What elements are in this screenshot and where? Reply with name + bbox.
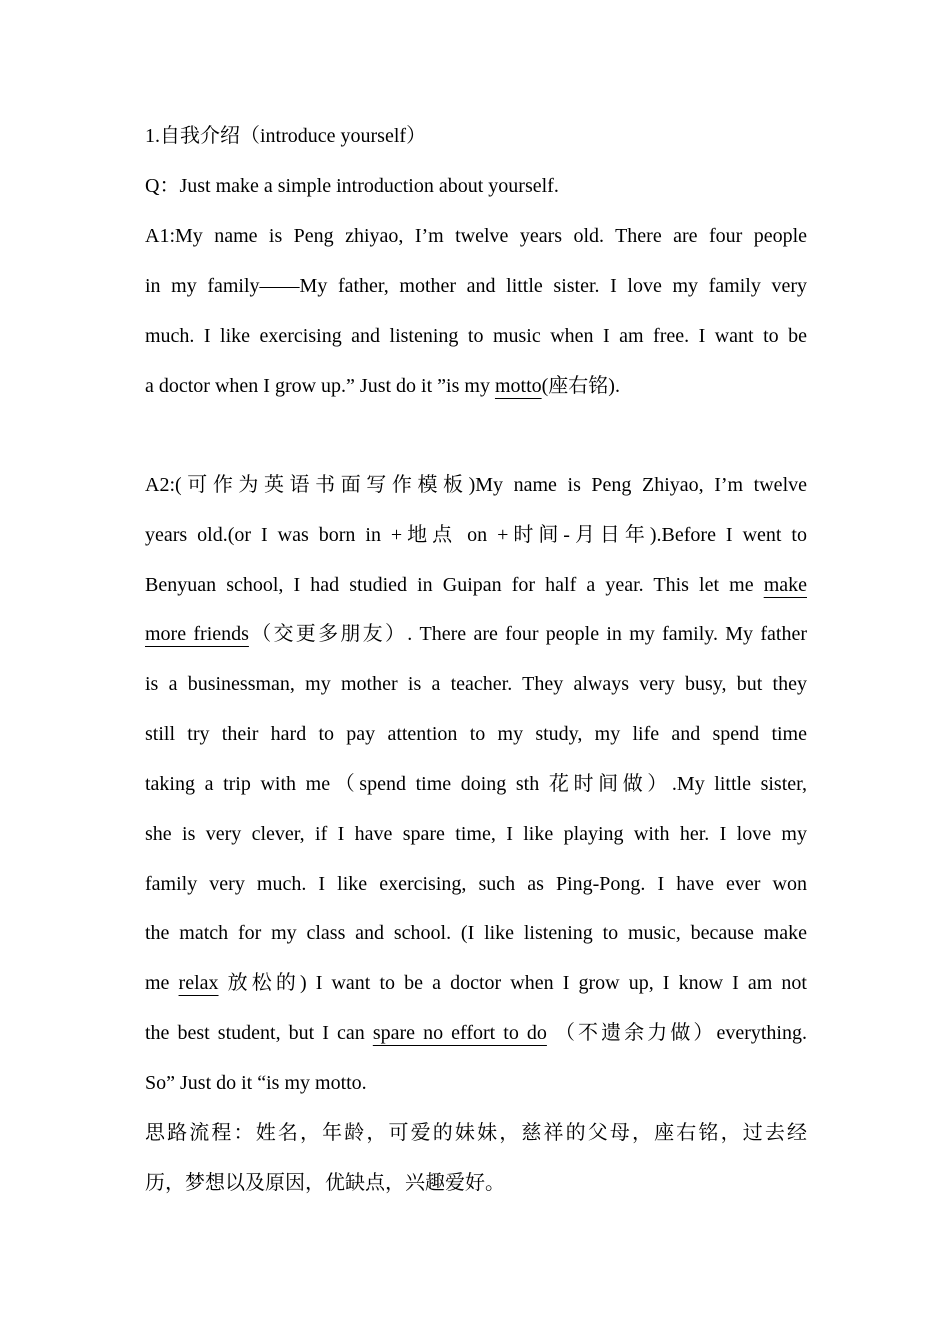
answer2-line-13: So” Just do it “is my motto. (145, 1072, 367, 1094)
underlined-term-make: make (763, 574, 807, 596)
answer2-line-2: years old.(or I was born in +地点 on +时间-月日年).Before I went to (145, 524, 807, 546)
answer1-line-4-gloss: (座右铭). (541, 375, 620, 397)
underlined-term-spare-no-effort: spare no effort to do (372, 1022, 547, 1044)
answer2-line-12-prefix: the best student, but I can (145, 1022, 373, 1044)
answer2-line-5: is a businessman, my mother is a teacher. They always very busy, but they (145, 673, 807, 695)
answer2-line-8: she is very clever, if I have spare time, I like playing with her. I love my (145, 823, 807, 845)
answer2-line-9: family very much. I like exercising, such as Ping-Pong. I have ever won (145, 873, 807, 895)
answer2-line-11 (145, 970, 807, 996)
underlined-term-motto: motto (494, 375, 542, 397)
answer2-line-12 (145, 1020, 807, 1046)
answer2-line-11-prefix: me (145, 972, 179, 994)
outline-line-2: 历，梦想以及原因，优缺点，兴趣爱好。 (145, 1172, 505, 1194)
answer1-line-4-text: a doctor when I grow up.” Just do it ”is my (145, 375, 495, 397)
answer1-line-1: A1:My name is Peng zhiyao, I’m twelve years old. There are four people (145, 225, 807, 247)
answer1-line-2: in my family——My father, mother and little sister. I love my family very (145, 275, 807, 297)
answer2-line-7: taking a trip with me（spend time doing sth 花时间做）.My little sister, (145, 773, 807, 795)
answer2-line-6: still try their hard to pay attention to my study, my life and spend time (145, 723, 807, 745)
question-line: Q：Just make a simple introduction about yourself. (145, 175, 559, 197)
answer2-line-4 (145, 621, 807, 647)
answer2-line-1: A2:(可作为英语书面写作模板)My name is Peng Zhiyao, I’m twelve (145, 474, 807, 496)
answer1-line-4 (145, 373, 807, 399)
answer2-line-12-text: （不遗余力做）everything. (546, 1022, 807, 1044)
answer2-line-10: the match for my class and school. (I like listening to music, because make (145, 922, 807, 944)
answer2-line-3-text: Benyuan school, I had studied in Guipan for half a year. This let me (145, 574, 764, 596)
answer1-line-3: much. I like exercising and listening to music when I am free. I want to be (145, 325, 807, 347)
answer2-line-11-text: 放松的) I want to be a doctor when I grow up, I know I am not (218, 972, 807, 994)
outline-line-1: 思路流程：姓名，年龄，可爱的妹妹，慈祥的父母，座右铭，过去经 (145, 1122, 807, 1144)
answer2-line-3 (145, 572, 807, 598)
underlined-term-more-friends: more friends (145, 623, 249, 645)
underlined-term-relax: relax (178, 972, 219, 994)
answer2-line-4-text: （交更多朋友）. There are four people in my family. My father (248, 623, 807, 645)
section-heading: 1.自我介绍（introduce yourself） (145, 125, 427, 147)
